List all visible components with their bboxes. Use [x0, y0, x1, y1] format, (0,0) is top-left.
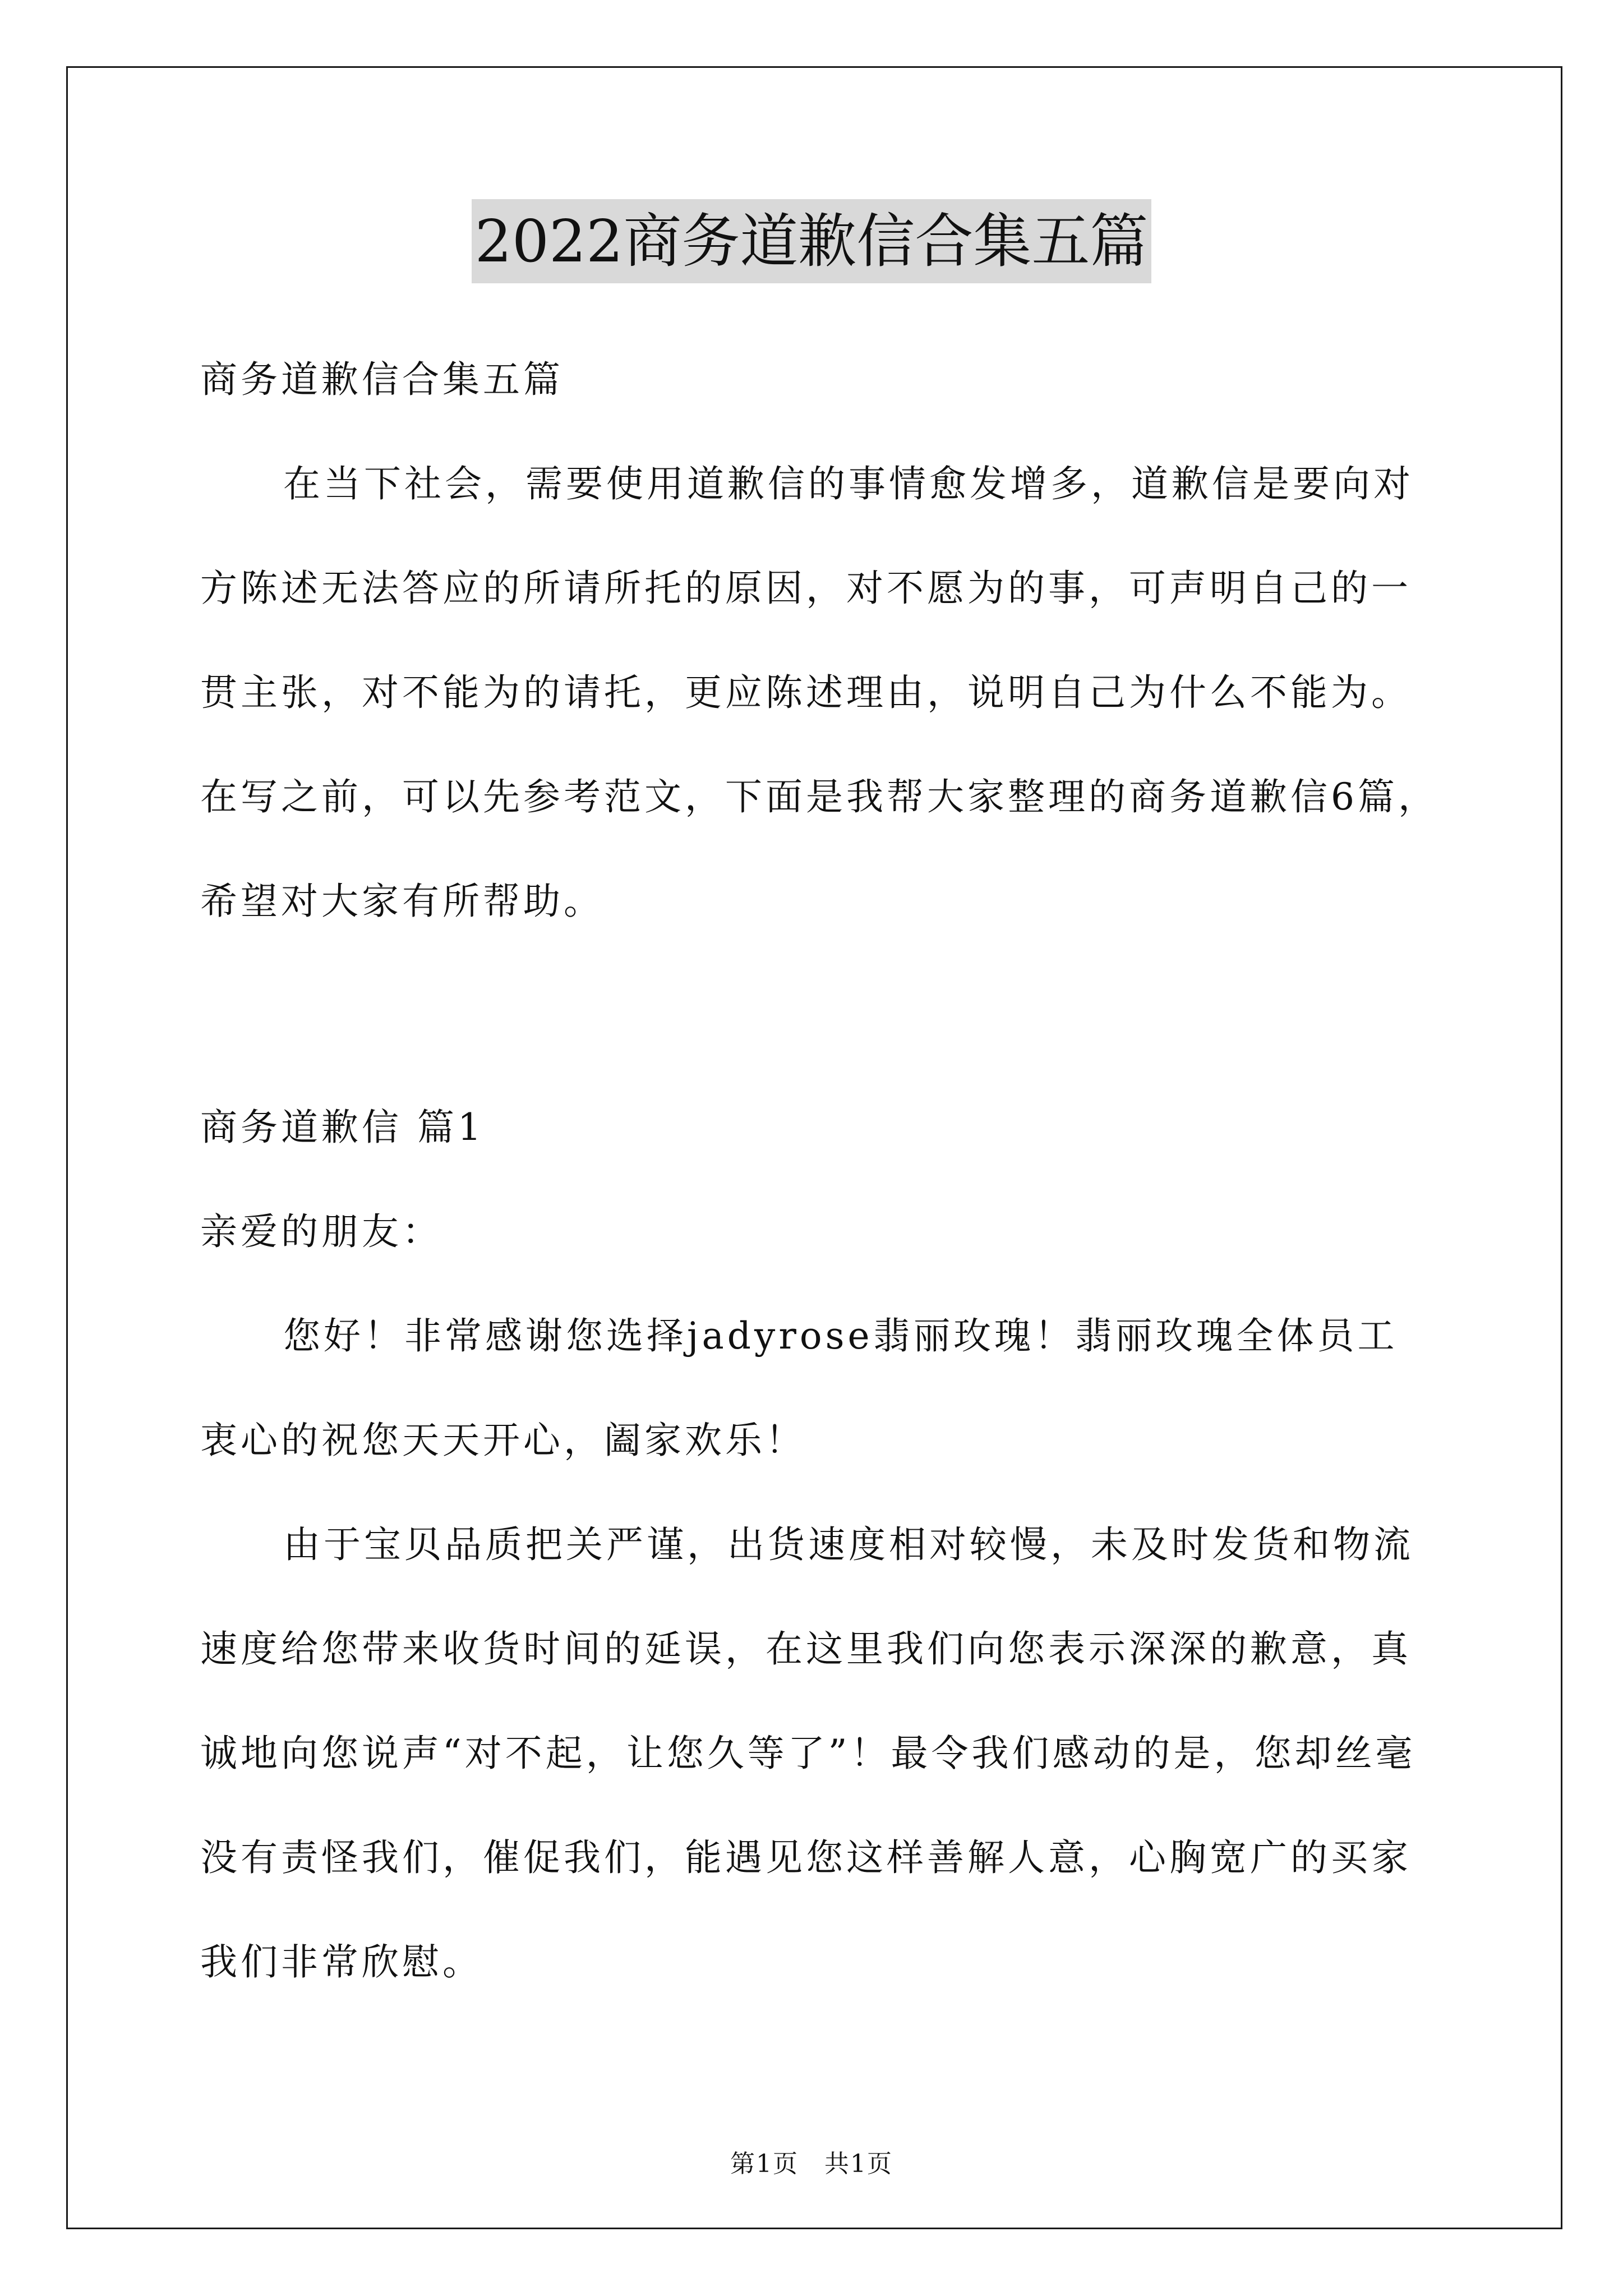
document-title: 2022商务道歉信合集五篇	[472, 199, 1152, 283]
intro-line-5: 希望对大家有所帮助。	[200, 880, 604, 923]
salutation: 亲爱的朋友：	[200, 1210, 442, 1253]
paragraph2-line-4: 没有责怪我们，催促我们，能遇见您这样善解人意，心胸宽广的买家	[200, 1836, 1412, 1879]
page-footer: 第1页 共1页	[730, 2150, 893, 2178]
document-subtitle: 商务道歉信合集五篇	[200, 358, 564, 401]
intro-line-1: 在当下社会，需要使用道歉信的事情愈发增多，道歉信是要向对	[283, 462, 1414, 505]
intro-line-3: 贯主张，对不能为的请托，更应陈述理由，说明自己为什么不能为。	[200, 671, 1412, 714]
paragraph2-line-2: 速度给您带来收货时间的延误，在这里我们向您表示深深的歉意，真	[200, 1627, 1412, 1671]
paragraph1-line-2: 衷心的祝您天天开心，阖家欢乐！	[200, 1419, 806, 1462]
section-heading: 商务道歉信 篇1	[200, 1106, 485, 1149]
paragraph1-line-1: 您好！非常感谢您选择jadyrose翡丽玫瑰！翡丽玫瑰全体员工	[283, 1314, 1398, 1358]
paragraph2-line-1: 由于宝贝品质把关严谨，出货速度相对较慢，未及时发货和物流	[283, 1523, 1414, 1566]
intro-line-4: 在写之前，可以先参考范文，下面是我帮大家整理的商务道歉信6篇，	[200, 775, 1438, 818]
intro-line-2: 方陈述无法答应的所请所托的原因，对不愿为的事，可声明自己的一	[200, 567, 1412, 610]
title-container	[0, 199, 1623, 283]
paragraph2-line-5: 我们非常欣慰。	[200, 1940, 483, 1984]
paragraph2-line-3: 诚地向您说声“对不起，让您久等了”！最令我们感动的是，您却丝毫	[200, 1732, 1416, 1775]
